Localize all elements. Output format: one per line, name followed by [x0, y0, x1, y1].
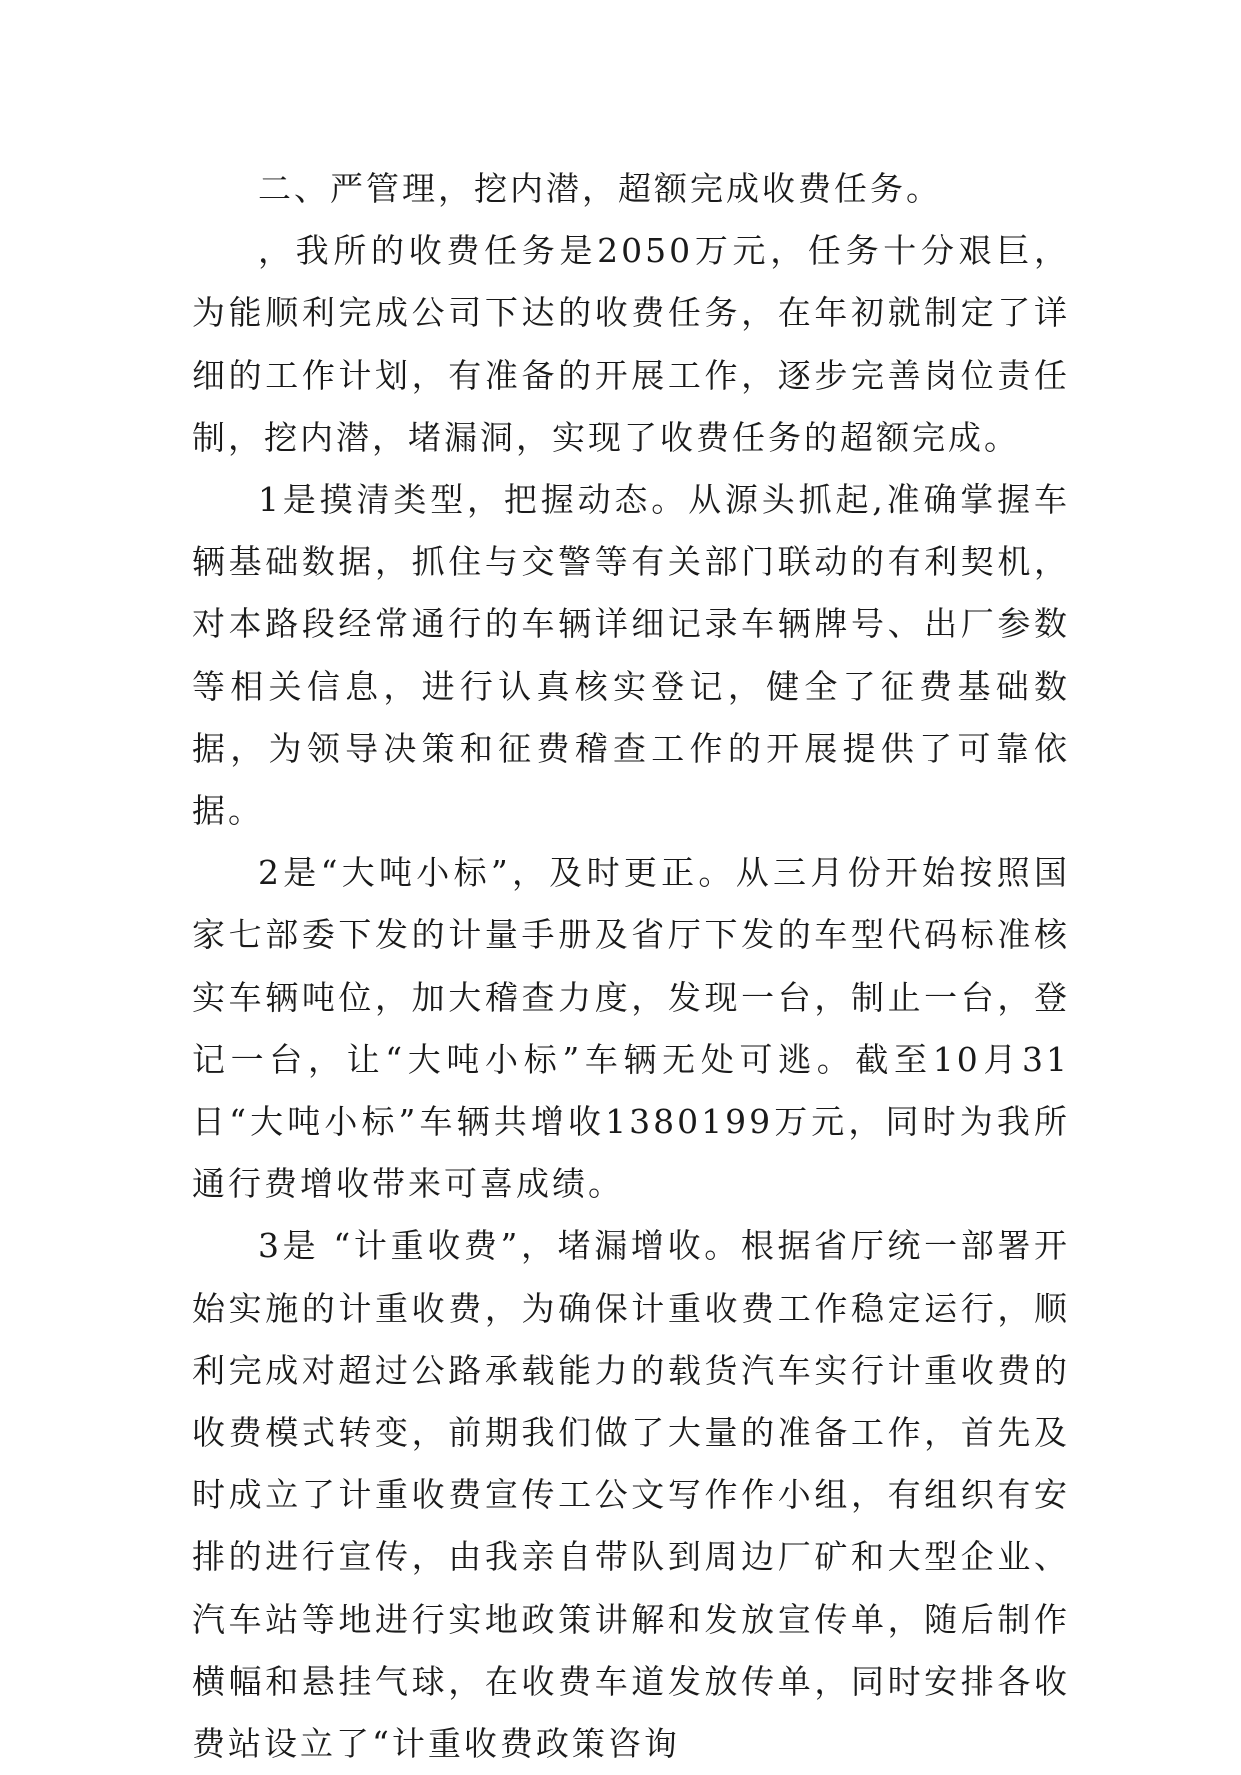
paragraph-item-1: 1是摸清类型，把握动态。从源头抓起,准确掌握车辆基础数据，抓住与交警等有关部门联动的有利契机，对本路段经常通行的车辆详细记录车辆牌号、出厂参数等相关信息，进行认真核实登记，健全了征费基础数据，为领导决策和征费稽查工作的开展提供了可靠依据。	[192, 480, 1070, 831]
paragraph-item-2: 2是“大吨小标”，及时更正。从三月份开始按照国家七部委下发的计量手册及省厅下发的车型代码标准核实车辆吨位，加大稽查力度，发现一台，制止一台，登记一台，让“大吨小标”车辆无处可逃。截至10月31日“大吨小标”车辆共增收1380199万元，同时为我所通行费增收带来可喜成绩。	[192, 853, 1070, 1204]
paragraph-item-3: 3是 “计重收费”，堵漏增收。根据省厅统一部署开始实施的计重收费，为确保计重收费工作稳定运行，顺利完成对超过公路承载能力的载货汽车实行计重收费的收费模式转变，前期我们做了大量的准备工作，首先及时成立了计重收费宣传工公文写作作小组，有组织有安排的进行宣传，由我亲自带队到周边厂矿和大型企业、汽车站等地进行实地政策讲解和发放宣传单，随后制作横幅和悬挂气球，在收费车道发放传单，同时安排各收费站设立了“计重收费政策咨询	[192, 1226, 1070, 1764]
section-heading: 二、严管理，挖内潜，超额完成收费任务。	[258, 169, 942, 208]
document-body	[192, 158, 1070, 1775]
paragraph-task-overview: ，我所的收费任务是2050万元，任务十分艰巨，为能顺利完成公司下达的收费任务，在年初就制定了详细的工作计划，有准备的开展工作，逐步完善岗位责任制，挖内潜，堵漏洞，实现了收费任务的超额完成。	[192, 231, 1070, 457]
